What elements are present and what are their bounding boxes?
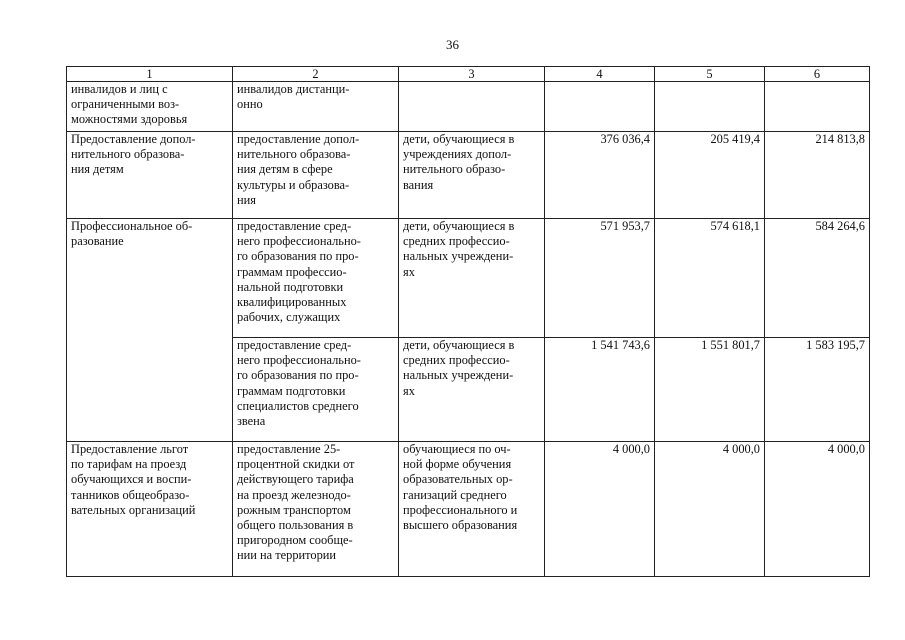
- row-value-4: 376 036,4: [545, 132, 655, 219]
- row-value-4: 4 000,0: [545, 442, 655, 577]
- row-value-5: 205 419,4: [655, 132, 765, 219]
- row-recipients: [399, 338, 545, 442]
- row-recipients: [399, 82, 545, 132]
- row-value-6: 214 813,8: [765, 132, 870, 219]
- row-service: [233, 132, 399, 219]
- row-service-text: предоставление допол- нительного образова- ния детям в сфере культуры и образова- ния: [237, 132, 360, 207]
- row-service-text: предоставление 25- процентной скидки от действующего тарифа на проезд железнодо- рожным транспортом общего пользования в пригородном сообще- нии на территории: [237, 442, 355, 563]
- row-category: [67, 82, 233, 132]
- row-recipients: [399, 442, 545, 577]
- row-category-text: инвалидов и лиц с ограниченными воз- можностями здоровья: [71, 82, 188, 127]
- row-category: [67, 132, 233, 219]
- table-row: [67, 219, 870, 338]
- row-recipients: [399, 132, 545, 219]
- row-category: [67, 219, 233, 442]
- row-value-5: [655, 82, 765, 132]
- row-category-text: Предоставление льгот по тарифам на проезд обучающихся и воспи- танников общеобразо- вательных организаций: [71, 442, 196, 517]
- header-col-2: 2: [233, 67, 399, 82]
- row-value-6: 584 264,6: [765, 219, 870, 338]
- row-service-text: предоставление сред- него профессионально- го образования по про- граммам подготовки специалистов среднего звена: [237, 338, 361, 429]
- header-col-4: 4: [545, 67, 655, 82]
- row-service: [233, 442, 399, 577]
- row-value-4: [545, 82, 655, 132]
- header-col-5: 5: [655, 67, 765, 82]
- table-row: [67, 132, 870, 219]
- header-col-6: 6: [765, 67, 870, 82]
- row-service-text: инвалидов дистанци- онно: [237, 82, 350, 112]
- row-value-5: 4 000,0: [655, 442, 765, 577]
- row-recipients-text: дети, обучающиеся в учреждениях допол- нительного образо- вания: [403, 132, 515, 192]
- row-service: [233, 219, 399, 338]
- row-value-6: 4 000,0: [765, 442, 870, 577]
- row-value-6: 1 583 195,7: [765, 338, 870, 442]
- row-value-6: [765, 82, 870, 132]
- table-row: [67, 442, 870, 577]
- row-category-text: Профессиональное об- разование: [71, 219, 193, 249]
- row-category: [67, 442, 233, 577]
- table-header-row: [67, 67, 870, 82]
- row-recipients: [399, 219, 545, 338]
- table-row: [67, 82, 870, 132]
- row-service: [233, 82, 399, 132]
- row-value-5: 574 618,1: [655, 219, 765, 338]
- page-number: 36: [446, 37, 459, 52]
- row-service-text: предоставление сред- него профессионально- го образования по про- граммам профессио- нальной подготовки квалифицированных рабочих, служащих: [237, 219, 361, 325]
- budget-table: [66, 66, 870, 577]
- header-col-3: 3: [399, 67, 545, 82]
- row-value-4: 1 541 743,6: [545, 338, 655, 442]
- row-value-4: 571 953,7: [545, 219, 655, 338]
- row-service: [233, 338, 399, 442]
- row-recipients-text: дети, обучающиеся в средних профессио- нальных учреждени- ях: [403, 219, 515, 279]
- row-value-5: 1 551 801,7: [655, 338, 765, 442]
- row-category-text: Предоставление допол- нительного образова- ния детям: [71, 132, 196, 177]
- row-recipients-text: обучающиеся по оч- ной форме обучения образовательных ор- ганизаций среднего профессионального и высшего образования: [403, 442, 518, 533]
- row-recipients-text: дети, обучающиеся в средних профессио- нальных учреждени- ях: [403, 338, 515, 398]
- header-col-1: 1: [67, 67, 233, 82]
